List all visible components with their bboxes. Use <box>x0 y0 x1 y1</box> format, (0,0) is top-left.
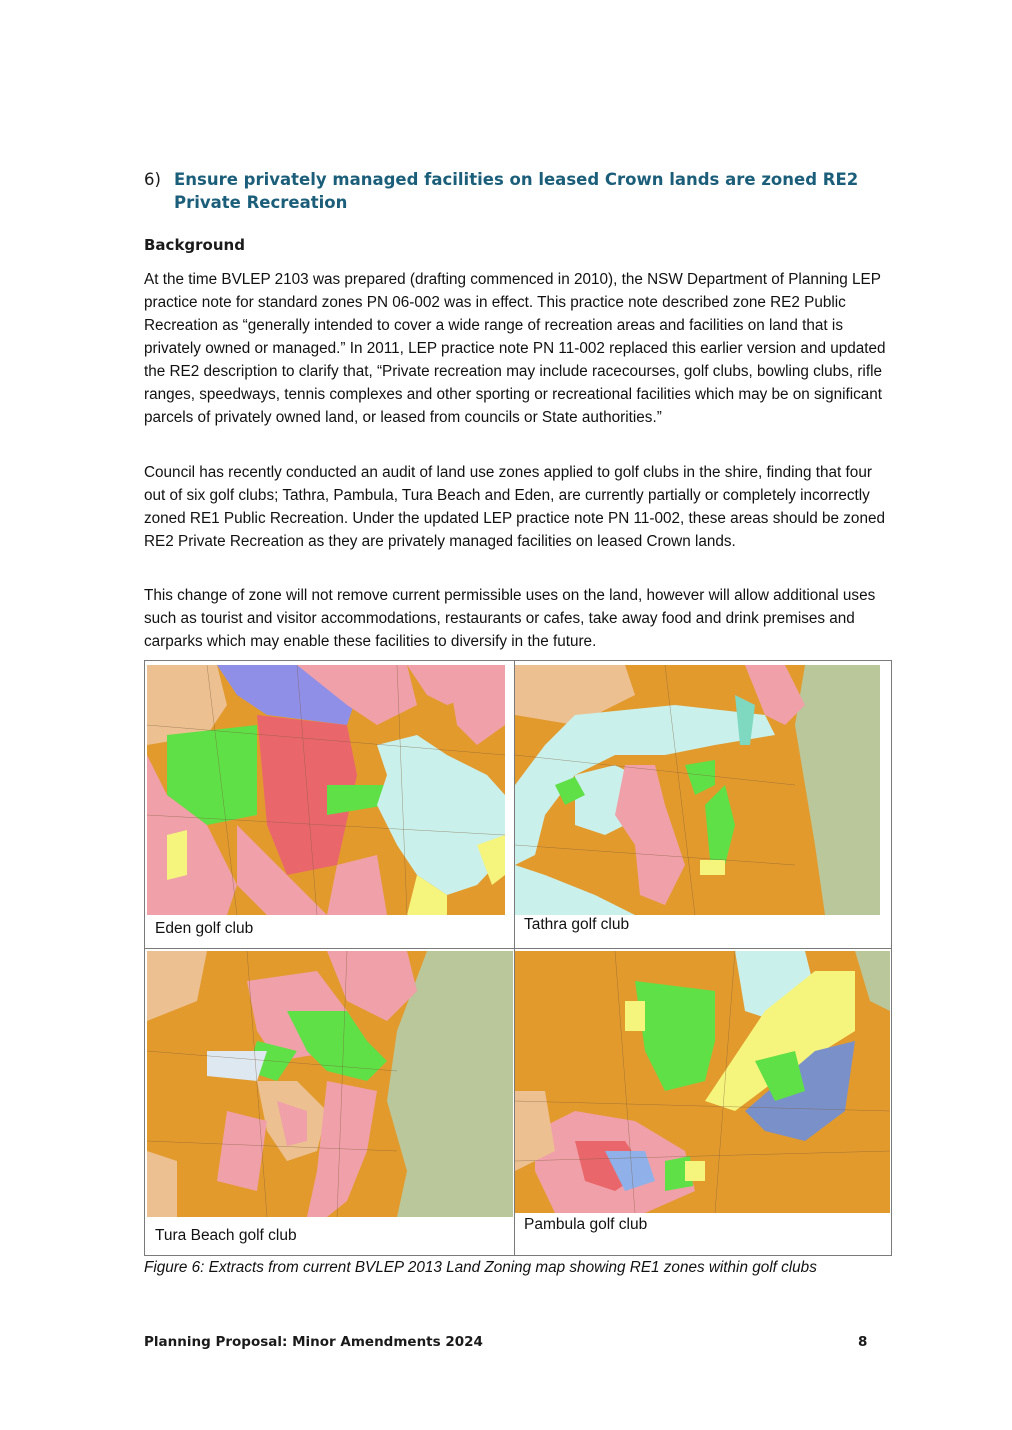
tathra-map <box>515 665 880 915</box>
eden-caption: Eden golf club <box>155 920 254 937</box>
paragraph-2: Council has recently conducted an audit of land use zones applied to golf clubs in the shire, finding that four out of six golf clubs; Tathra, Pambula, Tura Beach and Eden, are currently partially or completely incorrectly zoned RE1 Public Recreation. Under the updated LEP practice note PN 11-002, these areas should be zoned RE2 Private Recreation as they are privately managed facilities on leased Crown lands. <box>144 464 885 550</box>
figure-horizontal-divider <box>145 948 891 949</box>
footer-title: Planning Proposal: Minor Amendments 2024 <box>144 1334 483 1350</box>
background-subheading: Background <box>144 236 245 254</box>
page-number: 8 <box>858 1334 868 1350</box>
zoning-map-figure <box>144 660 892 1256</box>
section-title-line1: Ensure privately managed facilities on leased Crown lands are zoned RE2 <box>174 170 859 189</box>
paragraph-3: This change of zone will not remove current permissible uses on the land, however will allow additional uses such as tourist and visitor accommodations, restaurants or cafes, take away food and drink premises and carparks which may enable these facilities to diversify in the future. <box>144 587 876 650</box>
tura-beach-caption: Tura Beach golf club <box>155 1227 297 1244</box>
pambula-caption: Pambula golf club <box>524 1216 648 1233</box>
pambula-map <box>515 951 890 1213</box>
eden-map <box>147 665 505 915</box>
figure-vertical-divider <box>514 661 515 1255</box>
figure-caption: Figure 6: Extracts from current BVLEP 2013 Land Zoning map showing RE1 zones within golf clubs <box>144 1259 817 1276</box>
tathra-caption: Tathra golf club <box>524 916 630 933</box>
paragraph-1: At the time BVLEP 2103 was prepared (drafting commenced in 2010), the NSW Department of Planning LEP practice note for standard zones PN 06-002 was in effect. This practice note described zone RE2 Public Recreation as “generally intended to cover a wide range of recreation areas and facilities on land that is privately owned or managed.” In 2011, LEP practice note PN 11-002 replaced this earlier version and updated the RE2 description to clarify that, “Private recreation may include racecourses, golf clubs, bowling clubs, rifle ranges, speedways, tennis complexes and other sporting or recreational facilities which may be on significant parcels of privately owned land, or leased from councils or State authorities.” <box>144 271 886 426</box>
section-number: 6) <box>144 170 161 189</box>
tura-beach-map <box>147 951 513 1217</box>
section-heading <box>144 168 904 214</box>
section-title-line2: Private Recreation <box>174 193 348 212</box>
